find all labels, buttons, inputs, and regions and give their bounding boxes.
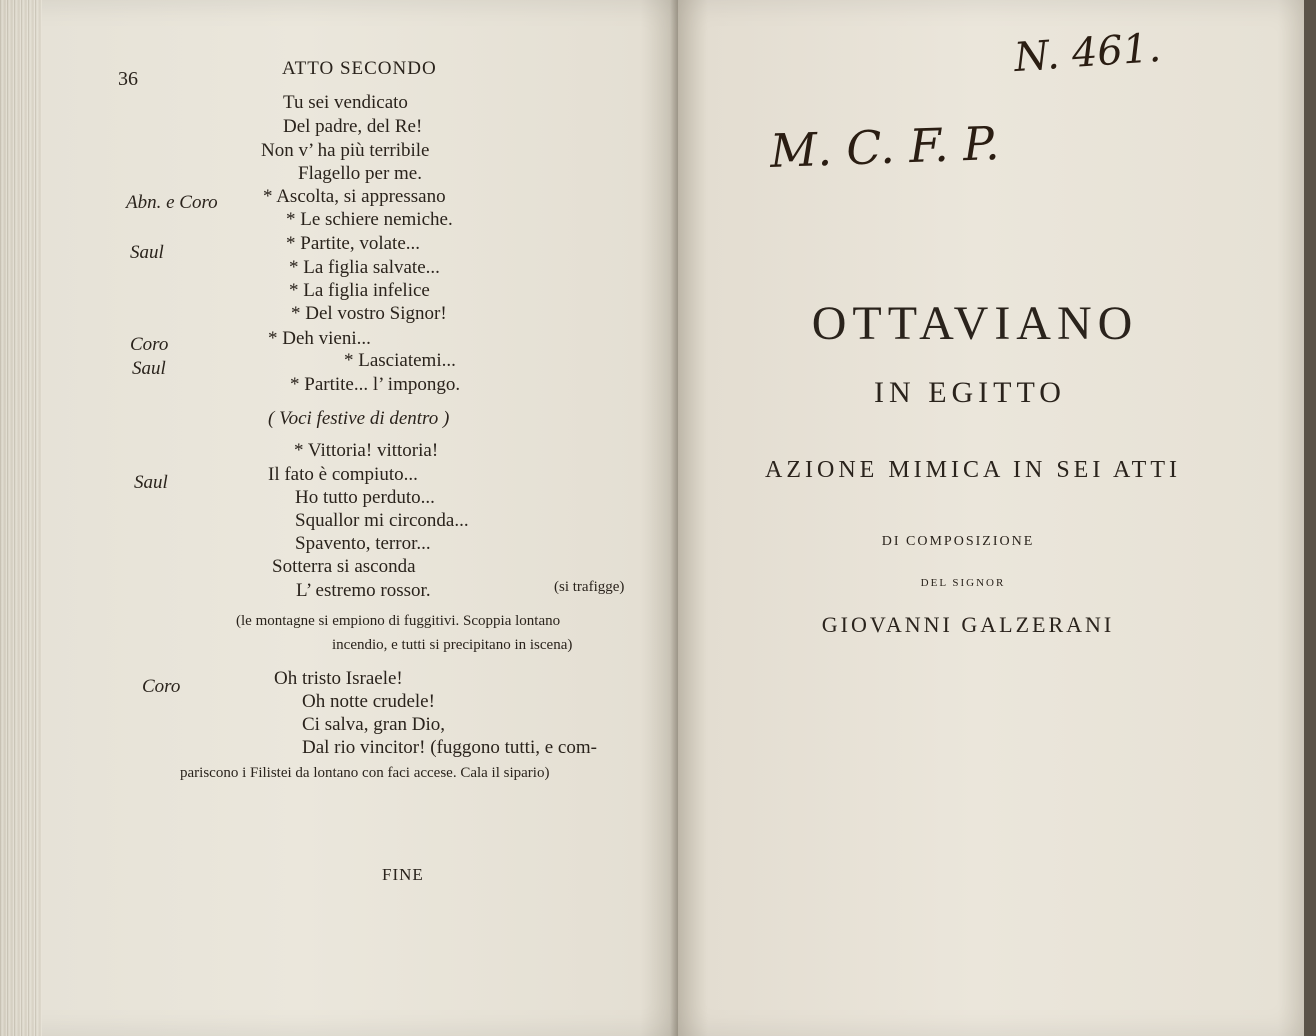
verse-line: Ci salva, gran Dio, (302, 714, 446, 735)
verse-line: * Vittoria! vittoria! (294, 440, 439, 461)
stage-direction: ( Voci festive di dentro ) (268, 408, 450, 429)
verse-line: * Ascolta, si appressano (263, 186, 446, 207)
verse-line: * Le schiere nemiche. (286, 209, 453, 230)
author-name: GIOVANNI GALZERANI (821, 612, 1115, 637)
verse-line: Oh tristo Israele! (274, 668, 403, 689)
verse-line: Del padre, del Re! (283, 116, 423, 137)
verse-line: Flagello per me. (298, 163, 422, 184)
verse-line: L’ estremo rossor. (296, 580, 431, 601)
page-edges (0, 0, 42, 1036)
speaker-label: Saul (134, 472, 168, 493)
verse-line: Spavento, terror... (295, 533, 431, 554)
page-number: 36 (118, 68, 138, 90)
speaker-label: Coro (142, 676, 181, 697)
speaker-label: Coro (130, 334, 169, 355)
verse-line: * Deh vieni... (268, 328, 371, 349)
genre-line: AZIONE MIMICA IN SEI ATTI (765, 457, 1181, 483)
verse-line: Sotterra si asconda (272, 556, 416, 577)
verse-line: Tu sei vendicato (283, 92, 408, 113)
end-word: FINE (382, 865, 424, 884)
verse-line: * Partite... l’ impongo. (290, 374, 461, 395)
stage-direction: pariscono i Filistei da lontano con faci accese. Cala il sipario) (180, 765, 550, 781)
verse-line: Il fato è compiuto... (268, 464, 418, 485)
subtitle: IN EGITTO (874, 376, 1066, 409)
verse-line: Dal rio vincitor! (fuggono tutti, e com- (302, 737, 597, 758)
speaker-label: Abn. e Coro (126, 192, 218, 213)
verse-line: * Partite, volate... (286, 233, 421, 254)
verse-line: Non v’ ha più terribile (261, 140, 430, 161)
verse-line: Ho tutto perduto... (295, 487, 435, 508)
title: OTTAVIANO (811, 297, 1139, 350)
verse-line: * Del vostro Signor! (291, 303, 447, 324)
verse-line: Squallor mi circonda... (295, 510, 469, 531)
verse-line: * La figlia infelice (289, 280, 430, 301)
by-line: DEL SIGNOR (920, 577, 1006, 589)
speaker-label: Saul (130, 242, 164, 263)
by-line: DI COMPOSIZIONE (881, 534, 1035, 549)
stage-direction: incendio, e tutti si precipitano in iscena) (332, 637, 573, 653)
stage-direction: (si trafigge) (554, 579, 625, 595)
speaker-label: Saul (132, 358, 166, 379)
right-page (678, 0, 1304, 1036)
stage-direction: (le montagne si empiono di fuggitivi. Scoppia lontano (236, 613, 561, 629)
book-edge (1304, 0, 1316, 1036)
handwritten-initials: M. C. F. P. (769, 116, 1001, 178)
verse-line: * Lasciatemi... (344, 350, 456, 371)
handwritten-shelfmark: N. 461. (1012, 24, 1163, 82)
verse-line: Oh notte crudele! (302, 691, 435, 712)
running-head: ATTO SECONDO (282, 58, 437, 79)
verse-line: * La figlia salvate... (289, 257, 440, 278)
